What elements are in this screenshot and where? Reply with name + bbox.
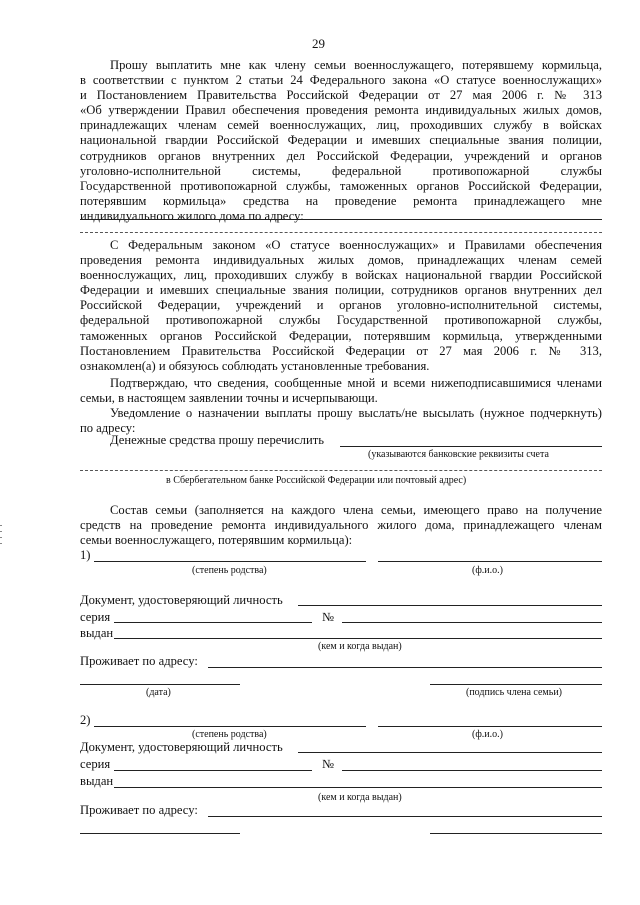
text-line: по адресу:: [80, 421, 136, 436]
text-line: принадлежащих членам семей военнослужащих, лиц, проходивших службу в войсках: [80, 118, 602, 133]
text-line: «Об утверждении Правил обеспечения проведения ремонта индивидуальных жилых домов,: [80, 103, 602, 118]
money-transfer-label: Денежные средства прошу перечислить: [110, 433, 324, 447]
kinship-hint: (степень родства): [192, 729, 267, 740]
bank-details-hint-2: в Сбербегательном банке Российской Федерации или почтовый адрес): [166, 475, 467, 486]
text-line: проведения ремонта индивидуальных жилых домов, принадлежащих членам семей: [80, 253, 602, 268]
text-line: семьи, в настоящем заявлении точны и исчерпывающи.: [80, 391, 378, 406]
date-hint: (дата): [146, 687, 171, 698]
series-line[interactable]: [114, 770, 312, 771]
issued-line[interactable]: [114, 638, 602, 639]
fio-line[interactable]: [378, 726, 602, 727]
number-line[interactable]: [342, 770, 602, 771]
page-number: 29: [312, 36, 325, 51]
text-line: уголовно-исполнительной системы, федеральной противопожарной службы: [80, 163, 602, 178]
text-line: ознакомлен(а) и обязуюсь соблюдать установленные требования.: [80, 358, 430, 373]
family-intro-paragraph: [80, 503, 602, 548]
series-label: серия: [80, 757, 111, 771]
signature-line[interactable]: [430, 833, 602, 834]
member-number: 1): [80, 548, 91, 562]
signature-hint: (подпись члена семьи): [466, 687, 563, 698]
text-line: Российской Федерации, учреждений и органов уголовно-исполнительной системы,: [80, 298, 602, 313]
number-label: №: [322, 610, 335, 624]
fio-line[interactable]: [378, 561, 602, 562]
member-number: 2): [80, 713, 91, 727]
text-line: Государственной противопожарной службы, таможенных органов Российской Федерации,: [80, 178, 602, 193]
text-line: средств на проведение ремонта индивидуального жилого дома, принадлежащего членам: [80, 518, 602, 533]
issued-label: выдан: [80, 626, 114, 640]
number-line[interactable]: [342, 622, 602, 623]
address-line[interactable]: [80, 219, 602, 220]
series-line[interactable]: [114, 622, 312, 623]
bank-details-hint: (указываются банковские реквизиты счета: [368, 449, 549, 460]
text-line: национальной гвардии Российской Федерации и имевших специальные звания полиции,: [80, 133, 602, 148]
kinship-line[interactable]: [94, 726, 366, 727]
text-line: потерявшим кормильца» средства на проведение ремонта принадлежащего мне: [80, 193, 602, 208]
series-label: серия: [80, 610, 111, 624]
confirmation-paragraph: [80, 376, 602, 406]
signature-line[interactable]: [430, 684, 602, 685]
residence-address-line[interactable]: [208, 816, 602, 817]
issued-label: выдан: [80, 774, 114, 788]
bank-details-line-2[interactable]: [80, 470, 602, 471]
fio-hint: (ф.и.о.): [472, 565, 503, 576]
request-paragraph: [80, 58, 602, 224]
scan-edge-mark: [0, 531, 2, 532]
text-line: таможенных органов Российской Федерации, потерявшим кормильца, утвержденными: [80, 328, 602, 343]
acknowledgement-paragraph: [80, 238, 602, 374]
text-line: сотрудников органов внутренних дел Российской Федерации, учреждений и органов: [80, 148, 602, 163]
issued-line[interactable]: [114, 787, 602, 788]
id-document-label: Документ, удостоверяющий личность: [80, 593, 283, 607]
scan-edge-mark: [0, 543, 2, 544]
issued-hint: (кем и когда выдан): [318, 641, 402, 652]
text-line: индивидуального жилого дома по адресу:: [80, 208, 304, 223]
text-line: Подтверждаю, что сведения, сообщенные мной и всеми нижеподписавшимися членами: [110, 376, 602, 390]
text-line: семьи военнослужащего, потерявшим кормильца):: [80, 533, 353, 548]
text-line: С Федеральным законом «О статусе военнослужащих» и Правилами обеспечения: [110, 238, 602, 252]
date-line[interactable]: [80, 684, 240, 685]
text-line: военнослужащих, лиц, проходивших службу в войсках национальной гвардии Российской: [80, 268, 602, 283]
id-document-label: Документ, удостоверяющий личность: [80, 740, 283, 754]
fio-hint: (ф.и.о.): [472, 729, 503, 740]
number-label: №: [322, 757, 335, 771]
kinship-line[interactable]: [94, 561, 366, 562]
bank-details-line[interactable]: [340, 446, 602, 447]
id-document-line[interactable]: [298, 605, 602, 606]
text-line: Прошу выплатить мне как члену семьи военнослужащего, потерявшему кормильца,: [110, 58, 602, 72]
text-line: и Постановлением Правительства Российской Федерации от 27 мая 2006 г. № 313: [80, 88, 602, 103]
issued-hint: (кем и когда выдан): [318, 792, 402, 803]
kinship-hint: (степень родства): [192, 565, 267, 576]
text-line: Постановлением Правительства Российской Федерации от 27 мая 2006 г. № 313,: [80, 343, 602, 358]
residence-address-line[interactable]: [208, 667, 602, 668]
text-line: в соответствии с пунктом 2 статьи 24 Федерального закона «О статусе военнослужащих»: [80, 73, 602, 88]
text-line: федеральной противопожарной службы Государственной противопожарной службы,: [80, 313, 602, 328]
address-line[interactable]: [80, 232, 602, 233]
id-document-line[interactable]: [298, 752, 602, 753]
address-label: Проживает по адресу:: [80, 803, 198, 817]
date-line[interactable]: [80, 833, 240, 834]
text-line: Уведомление о назначении выплаты прошу выслать/не высылать (нужное подчеркнуть): [110, 406, 602, 420]
notification-paragraph: [80, 406, 602, 436]
address-label: Проживает по адресу:: [80, 654, 198, 668]
scan-edge-mark: [0, 537, 2, 538]
text-line: Состав семьи (заполняется на каждого члена семьи, имеющего право на получение: [110, 503, 602, 517]
text-line: Федерации и имевших специальные звания полиции, сотрудников органов внутренних дел: [80, 283, 602, 298]
scan-edge-mark: [0, 525, 2, 526]
